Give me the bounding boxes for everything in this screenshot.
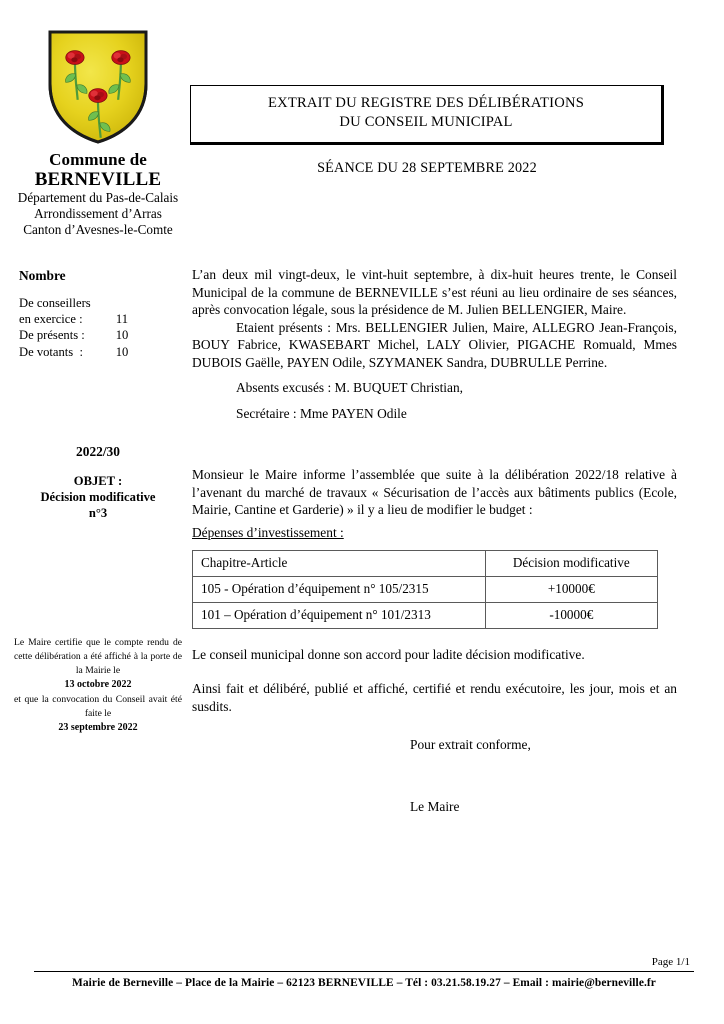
session-date-heading: SÉANCE DU 28 SEPTEMBRE 2022 <box>317 160 537 176</box>
document-title-box <box>190 85 664 145</box>
certification-block <box>14 636 182 735</box>
document-title-line-2: DU CONSEIL MUNICIPAL <box>339 114 513 131</box>
certification-paragraph-2: et que la convocation du Conseil avait été faite le <box>14 693 182 719</box>
nombre-value <box>107 295 137 311</box>
table-cell-amount: +10000€ <box>485 577 657 603</box>
affichage-date: 13 octobre 2022 <box>64 679 132 690</box>
commune-prefix: Commune de <box>49 150 147 169</box>
nombre-label: De votants : <box>19 344 84 359</box>
certification-paragraph-1: Le Maire certifie que le compte rendu de cette délibération a été affiché à la porte de la Mairie le <box>14 637 182 676</box>
page-footer <box>34 956 694 989</box>
objet-line-1: Décision modificative <box>40 489 156 504</box>
nombre-value: 11 <box>115 312 129 327</box>
nombre-row <box>19 344 187 360</box>
attendance-count-block <box>12 268 187 360</box>
letterhead-block <box>12 28 184 239</box>
nombre-value: 10 <box>115 344 129 359</box>
canton-label: Canton d’Avesnes-le-Comte <box>23 222 173 238</box>
nombre-label: De présents : <box>19 328 85 343</box>
certified-extract-label: Pour extrait conforme, <box>410 737 531 752</box>
table-row <box>193 577 658 603</box>
nombre-heading: Nombre <box>19 268 66 283</box>
page-number: Page 1/1 <box>651 956 690 968</box>
coat-of-arms <box>12 28 184 146</box>
objet-line-2: n°3 <box>88 505 108 520</box>
decision-context-paragraph: Monsieur le Maire informe l’assemblée que suite à la délibération 2022/18 relative à l’avenant du marché de travaux « Sécurisation de l’accès aux bâtiments publics (Ecole, Mairie, Cantine et Garderie) » il y a lieu de modifier le budget : <box>192 467 677 518</box>
nombre-value: 10 <box>115 328 129 343</box>
nombre-label: De conseillers <box>19 296 91 310</box>
table-header-decision: Décision modificative <box>485 551 657 577</box>
opening-paragraphs <box>192 266 677 422</box>
nombre-row <box>19 295 187 311</box>
table-row <box>193 603 658 629</box>
table-header-row <box>193 551 658 577</box>
council-approval-paragraph: Le conseil municipal donne son accord pour ladite décision modificative. <box>192 647 585 662</box>
expenses-heading <box>192 524 677 542</box>
execution-paragraph: Ainsi fait et délibéré, publié et affiché, certifié et rendu exécutoire, les jour, mois et an susdits. <box>192 681 677 714</box>
secretary-paragraph: Secrétaire : Mme PAYEN Odile <box>236 405 407 421</box>
expenses-heading-text: Dépenses d’investissement : <box>192 525 344 540</box>
arrondissement-label: Arrondissement d’Arras <box>34 206 162 222</box>
document-title-line-1: EXTRAIT DU REGISTRE DES DÉLIBÉRATIONS <box>267 95 585 111</box>
footer-divider <box>34 971 694 972</box>
nombre-table <box>12 295 187 360</box>
nombre-row <box>19 327 187 343</box>
convocation-date: 23 septembre 2022 <box>58 721 138 733</box>
table-cell-amount: -10000€ <box>485 603 657 629</box>
footer-address-line: Mairie de Berneville – Place de la Mairie – 62123 BERNEVILLE – Tél : 03.21.58.19.27 – Email : mairie@berneville.fr <box>72 977 656 989</box>
nombre-label: en exercice : <box>19 312 83 327</box>
present-members-paragraph: Etaient présents : Mrs. BELLENGIER Julien, Maire, ALLEGRO Jean-François, BOUY Fabrice, KWASEBART Michel, LALY Olivier, PIGACHE Romuald, Mmes DUBOIS Gaëlle, PAYEN Odile, SZYMANEK Sandra, DUBRULLE Perrine. <box>192 319 677 370</box>
commune-name: BERNEVILLE <box>34 169 162 191</box>
objet-block <box>12 444 184 522</box>
table-cell-chapitre: 105 - Opération d’équipement n° 105/2315 <box>193 577 486 603</box>
objet-heading: OBJET : <box>73 474 123 488</box>
departement-label: Département du Pas-de-Calais <box>17 190 179 206</box>
absent-members-paragraph: Absents excusés : M. BUQUET Christian, <box>236 380 464 396</box>
table-header-chapitre: Chapitre-Article <box>193 551 486 577</box>
mayor-signature-label: Le Maire <box>410 799 460 814</box>
table-cell-chapitre: 101 – Opération d’équipement n° 101/2313 <box>193 603 486 629</box>
budget-modification-table <box>192 550 658 629</box>
nombre-row <box>19 311 187 327</box>
coat-of-arms-icon <box>44 28 152 146</box>
intro-paragraph: L’an deux mil vingt-deux, le vint-huit septembre, à dix-huit heures trente, le Conseil Municipal de la commune de BERNEVILLE s’est réuni au lieu ordinaire de ses séances, après convocation légale, sous la présidence de M. Julien BELLENGIER, Maire. <box>192 267 677 318</box>
deliberation-number: 2022/30 <box>76 444 120 459</box>
